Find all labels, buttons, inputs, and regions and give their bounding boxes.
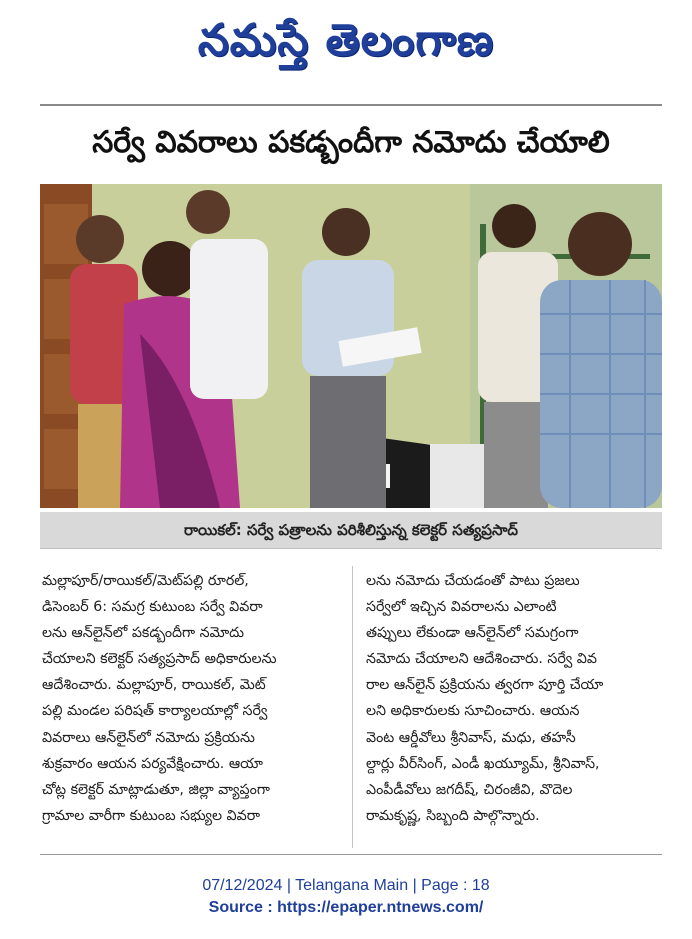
article-line: లను నమోదు చేయడంతో పాటు ప్రజలు [366,573,580,589]
masthead-logo: నమస్తే తెలంగాణ [197,15,495,66]
article-line: వెంట ఆర్డీవోలు శ్రీనివాస్‌, మధు, తహసీ [366,729,576,746]
article-line: ఆదేశించారు. మల్లాపూర్‌, రాయికల్‌, మెట్‌ [42,677,266,694]
article-line: గ్రామాల వారీగా కుటుంబ సభ్యుల వివరా [42,807,261,824]
article-line: సర్వేలో ఇచ్చిన వివరాలను ఎలాంటి [366,599,557,616]
article-line: తప్పులు లేకుండా ఆన్‌లైన్‌లో సమగ్రంగా [366,625,579,642]
news-photo [40,184,662,508]
source-link[interactable]: Source : https://epaper.ntnews.com/ [208,899,484,916]
caption-divider [40,548,662,549]
article-line: రామకృష్ణ, సిబ్బంది పాల్గొన్నారు. [366,807,540,824]
article-line: చేయాలని కలెక్టర్‌ సత్యప్రసాద్‌ అధికారులను [42,651,277,668]
article-line: డిసెంబర్‌ 6: సమగ్ర కుటుంబ సర్వే వివరా [42,599,263,616]
top-divider [40,104,662,106]
article-line: పల్లి మండల పరిషత్‌ కార్యాలయాల్లో సర్వే [42,703,268,720]
article-column-right [366,568,664,829]
article-line: మల్లాపూర్‌/రాయికల్‌/మెట్‌పల్లి రూరల్‌, [42,573,249,589]
article-line: ల్దార్లు వీర్‌సింగ్‌, ఎండీ ఖయ్యూమ్‌, శ్రీనివాస్‌, [366,755,600,772]
article-headline: సర్వే వివరాలు పకడ్బందీగా నమోదు చేయాలి [92,125,610,160]
article-line: రాల ఆన్‌లైన్‌ ప్రక్రియను త్వరగా పూర్తి చేయా [366,677,604,694]
column-divider [352,566,353,848]
article-line: నమోదు చేయాలని ఆదేశించారు. సర్వే వివ [366,651,597,668]
article-column-left [42,568,340,829]
article-line: శుక్రవారం ఆయన పర్యవేక్షించారు. ఆయా [42,755,263,772]
article-line: లని అధికారులకు సూచించారు. ఆయన [366,703,580,720]
article-line: వివరాలు ఆన్‌లైన్‌లో నమోదు ప్రక్రియను [42,729,255,746]
article-line: లను ఆన్‌లైన్‌లో పకడ్బందీగా నమోదు [42,625,245,642]
article-line: చోట్ల కలెక్టర్‌ మాట్లాడుతూ, జిల్లా వ్యాప్తంగా [42,781,270,798]
photo-caption: రాయికల్‌: సర్వే పత్రాలను పరిశీలిస్తున్న కలెక్టర్‌ సత్యప్రసాద్‌ [40,512,662,548]
edition-info: 07/12/2024 | Telangana Main | Page : 18 [202,877,490,894]
article-line: ఎంపీడీవోలు జగదీష్‌, చిరంజీవి, వొదెల [366,781,573,798]
bottom-divider [40,854,662,855]
